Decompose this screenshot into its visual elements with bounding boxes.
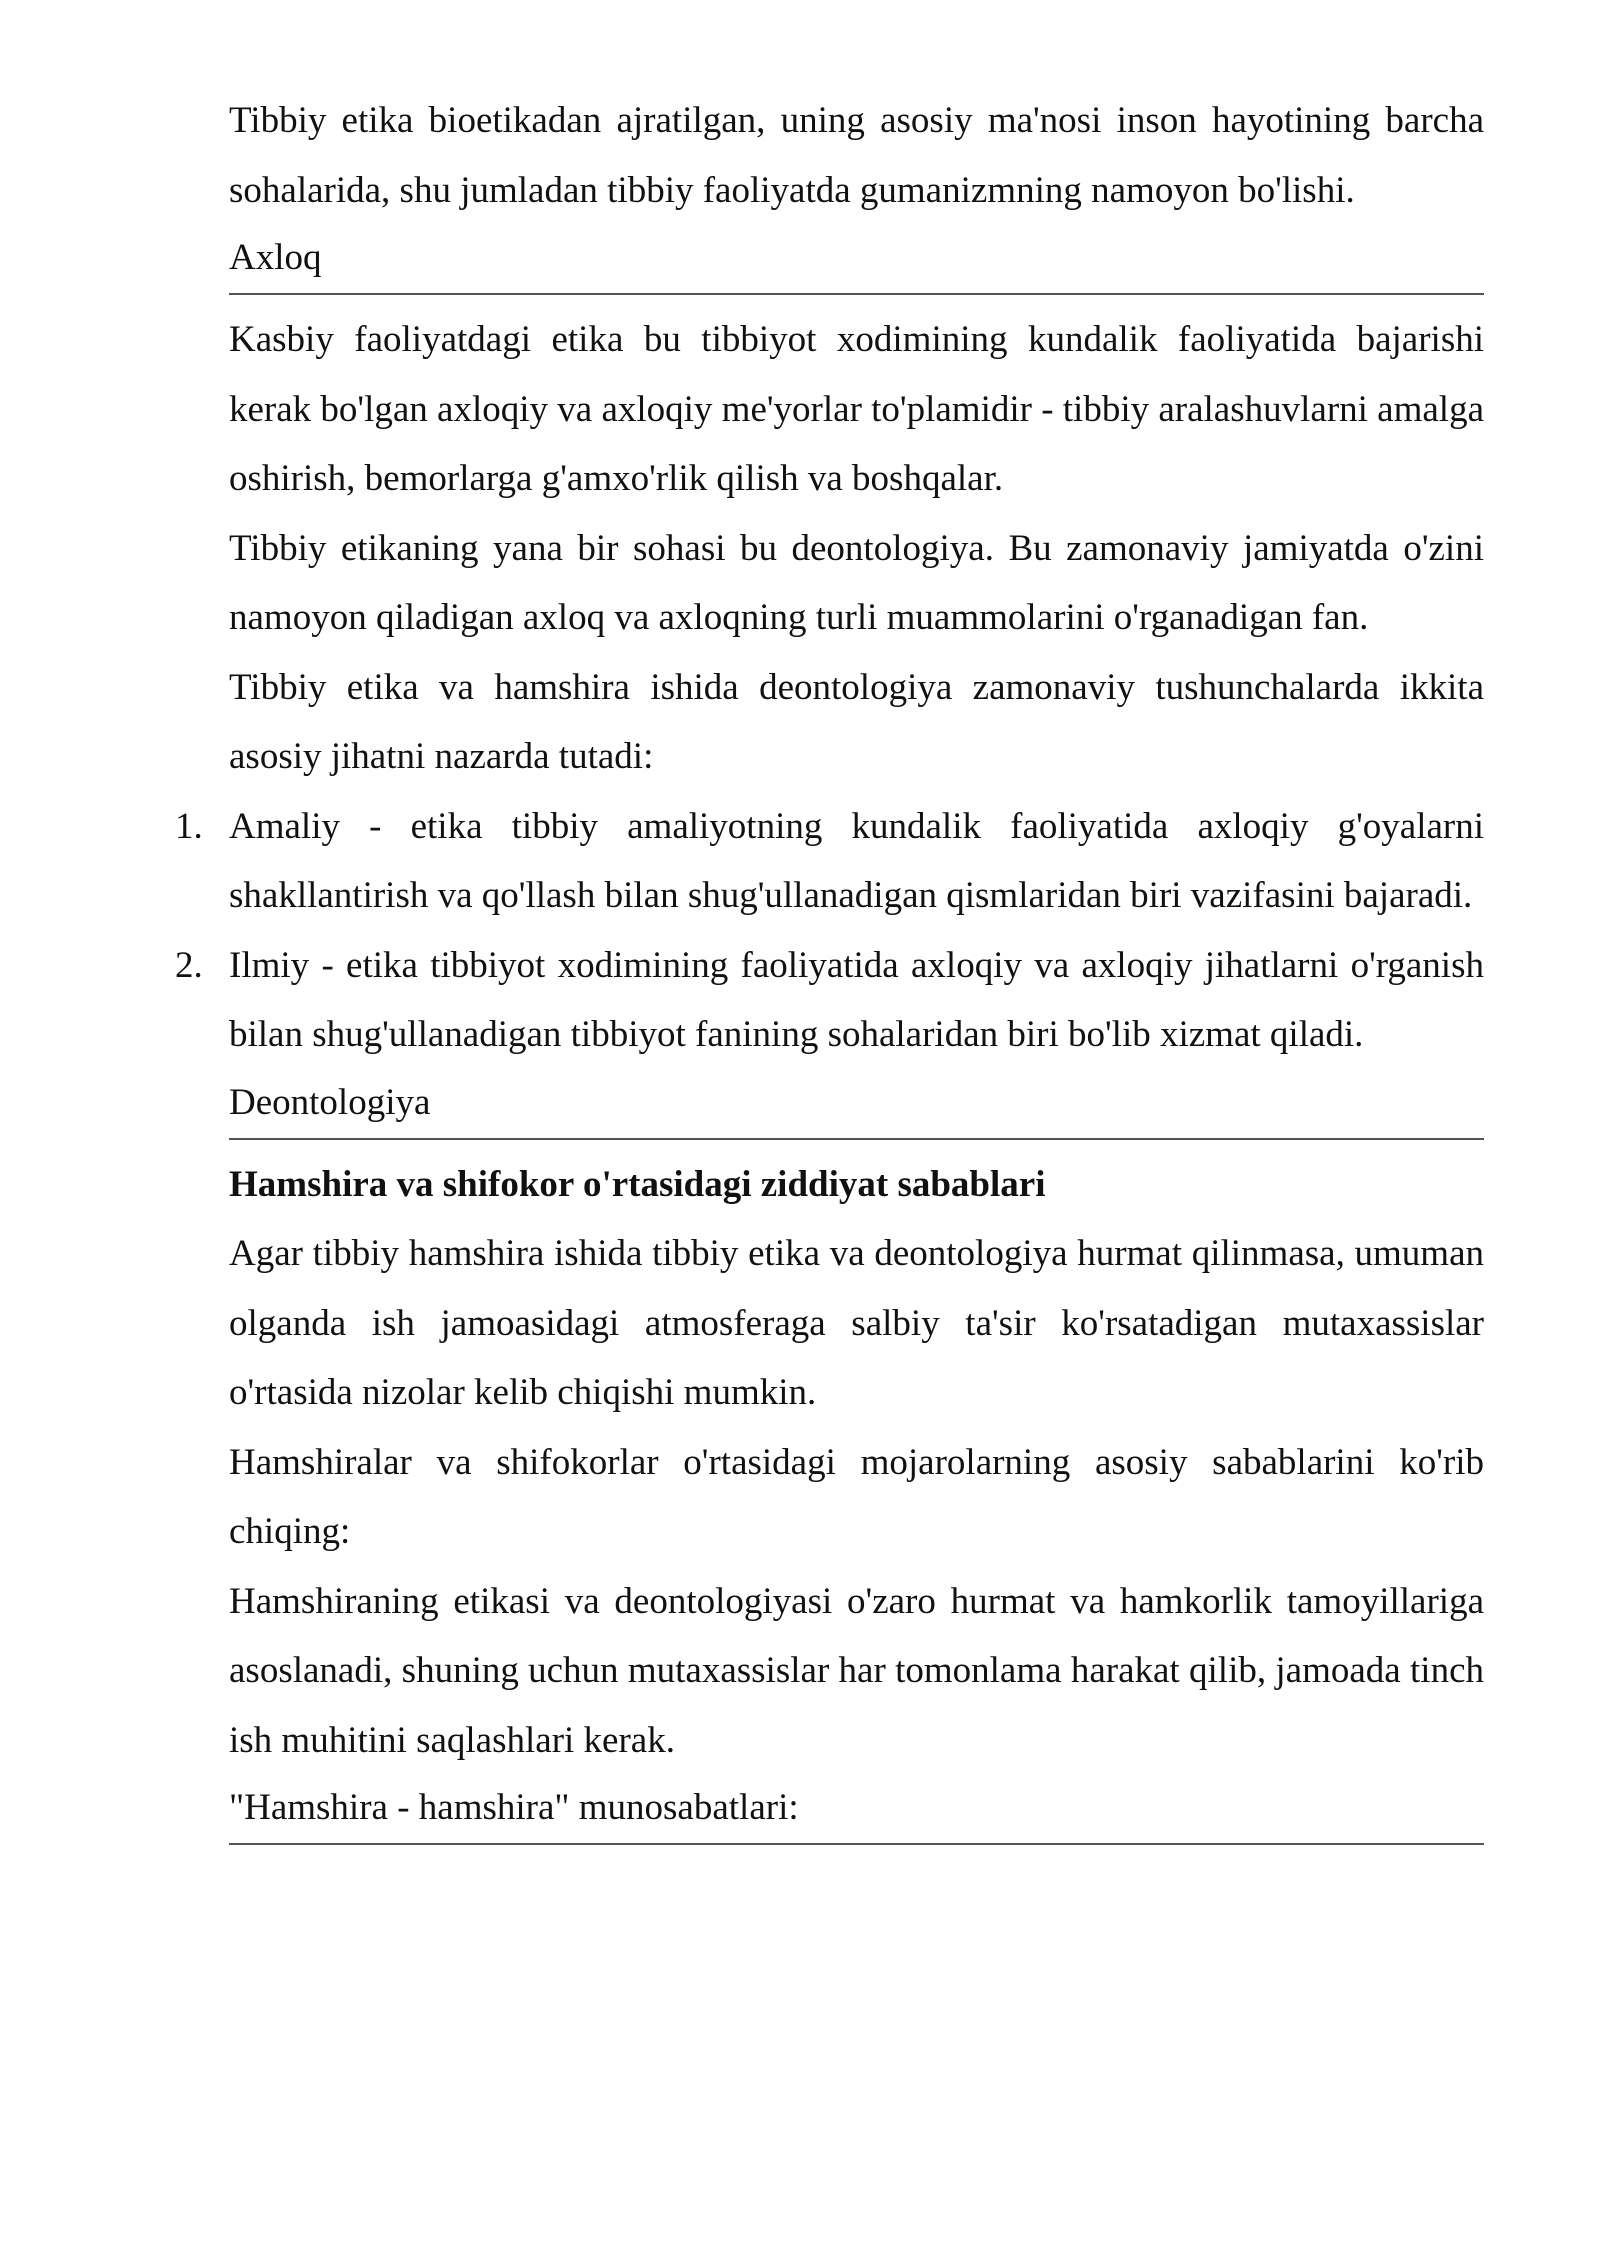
list-item-number: 1. (175, 805, 203, 847)
list-item-text: Ilmiy - etika tibbiyot xodimining faoliyatida axloqiy va axloqiy jihatlarni o'rganish bilan shug'ullanadigan tibbiyot fanining sohalaridan biri bo'lib xizmat qiladi. (229, 944, 1484, 1055)
list-item (175, 931, 1484, 1070)
document-body (175, 86, 1485, 1855)
list-item-number: 2. (175, 944, 203, 986)
heading-deontologiya: Deontologiya (229, 1070, 1484, 1140)
paragraph-professional-ethics: Kasbiy faoliyatdagi etika bu tibbiyot xodimining kundalik faoliyatida bajarishi kerak bo'lgan axloqiy va axloqiy me'yorlar to'plamidir - tibbiy aralashuvlarni amalga oshirish, bemorlarga g'amxo'rlik qilish va boshqalar. (229, 319, 1485, 499)
heading-nurse-nurse-relations: "Hamshira - hamshira" munosabatlari: (229, 1775, 1484, 1845)
heading-axloq: Axloq (229, 225, 1484, 295)
paragraph-conflict-consequences: Agar tibbiy hamshira ishida tibbiy etika va deontologiya hurmat qilinmasa, umuman olganda ish jamoasidagi atmosferaga salbiy ta'sir ko'rsatadigan mutaxassislar o'rtasida nizolar kelib chiqishi mumkin. (229, 1233, 1484, 1413)
paragraph-two-aspects-intro: Tibbiy etika va hamshira ishida deontologiya zamonaviy tushunchalarda ikkita asosiy jihatni nazarda tutadi: (229, 666, 1484, 777)
aspects-list (175, 792, 1484, 1070)
paragraph-bioethics: Tibbiy etika bioetikadan ajratilgan, uning asosiy ma'nosi inson hayotining barcha sohalarida, shu jumladan tibbiy faoliyatda gumanizmning namoyon bo'lishi. (229, 100, 1484, 211)
list-item (175, 792, 1484, 931)
paragraph-deontology-definition: Tibbiy etikaning yana bir sohasi bu deontologiya. Bu zamonaviy jamiyatda o'zini namoyon qiladigan axloq va axloqning turli muammolarini o'rganadigan fan. (229, 527, 1484, 638)
paragraph-conflict-reasons-intro: Hamshiralar va shifokorlar o'rtasidagi mojarolarning asosiy sabablarini ko'rib chiqing: (229, 1441, 1484, 1552)
paragraph-mutual-respect: Hamshiraning etikasi va deontologiyasi o'zaro hurmat va hamkorlik tamoyillariga asoslanadi, shuning uchun mutaxassislar har tomonlama harakat qilib, jamoada tinch ish muhitini saqlashlari kerak. (229, 1580, 1484, 1761)
section-title: Hamshira va shifokor o'rtasidagi ziddiyat sabablari (229, 1163, 1046, 1205)
list-item-text: Amaliy - etika tibbiy amaliyotning kundalik faoliyatida axloqiy g'oyalarni shakllantirish va qo'llash bilan shug'ullanadigan qismlaridan biri vazifasini bajaradi. (229, 805, 1484, 916)
